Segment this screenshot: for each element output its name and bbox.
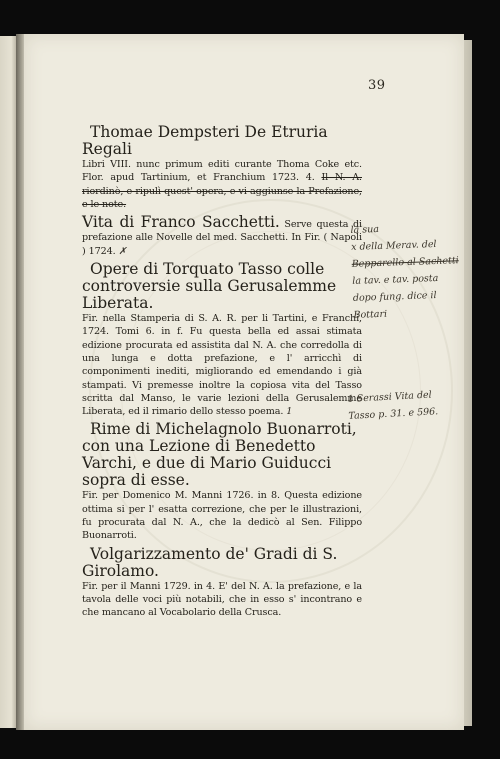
entry-text-main: Serve questa di prefazione alle Novelle del med. Sacchetti. In Fir. ( Napoli ) 1724. — [82, 219, 362, 257]
bibliography-entries — [82, 124, 362, 623]
entry-girolamo — [82, 546, 362, 620]
margin-annotation-sacchetti — [350, 218, 463, 324]
entry-title: Rime di Michelagnolo Buonarroti, con una Lezione di Benedetto Varchi, e due di Mario Guiducci sopra di esse. — [82, 420, 357, 490]
annotation-line: Tasso p. 31. e 596. — [348, 406, 439, 422]
entry-text: Fir. per Domenico M. Manni 1726. in 8. Questa edizione ottima si per l' esatta correzione, che per le illustrazioni, fu procurata dal N. A., che la dedicò al Sen. Filippo Buonarroti. — [82, 490, 362, 542]
annotation-line: la sua — [350, 223, 380, 236]
ink-cross-mark: ✗ — [118, 245, 127, 257]
ink-note-mark: 1 — [286, 406, 293, 418]
annotation-line: 1 Serassi Vita del — [347, 389, 432, 405]
entry-tasso — [82, 261, 362, 418]
annotation-line: Bepparello al Sachetti — [351, 255, 459, 270]
margin-annotation-tasso — [347, 385, 461, 425]
annotation-line: dopo fung. dice il — [352, 289, 437, 304]
entry-text-main: Fir. nella Stamperia di S. A. R. per li Tartini, e Franchi, 1724. Tomi 6. in f. Fu questa bella ed assai stimata edizione procurata ed assistita dal N. A. che corredolla di una lunga e dotta prefazione, e l' arricchì di componimenti inediti, migliorando ed emendando i già stampati. Vi premesse inoltre la copiosa vita del Tasso scritta dal Manso, le varie lezioni della Gerusalemme Liberata, ed il rimario dello stesso poema. — [82, 313, 362, 418]
entry-text — [82, 158, 362, 211]
annotation-line: la tav. e tav. posta — [352, 272, 439, 287]
entry-title: Volgarizzamento de' Gradi di S. Girolamo. — [82, 544, 338, 580]
annotation-line: x della Merav. del — [350, 238, 437, 253]
entry-title: Vita di Franco Sacchetti. — [82, 213, 280, 232]
annotation-line: Bottari — [353, 308, 388, 321]
entry-text: Fir. per il Manni 1729. in 4. E' del N. A. la prefazione, e la tavola delle voci più notabili, che in esso s' incontrano e che mancano al Vocabolario della Crusca. — [82, 580, 362, 619]
entry-dempsteri — [82, 124, 362, 211]
entry-text-main: Libri VIII. nunc primum editi curante Thoma Coke etc. Flor. apud Tartinium, et Franchium 1723. 4. — [82, 159, 362, 184]
entry-sacchetti — [82, 214, 362, 258]
entry-buonarroti — [82, 421, 362, 542]
page-number: 39 — [368, 78, 386, 93]
facing-page-edge — [0, 36, 16, 728]
entry-text — [82, 312, 362, 418]
entry-text-struck: Il N. A. riordinò, e ripulì quest' opera, e vi aggiunse la Prefazione, e le note. — [82, 172, 362, 210]
entry-title: Opere di Torquato Tasso colle controversie sulla Gerusalemme Liberata. — [82, 260, 337, 313]
entry-text — [82, 214, 362, 258]
entry-title: Thomae Dempsteri De Etruria Regali — [82, 123, 328, 158]
